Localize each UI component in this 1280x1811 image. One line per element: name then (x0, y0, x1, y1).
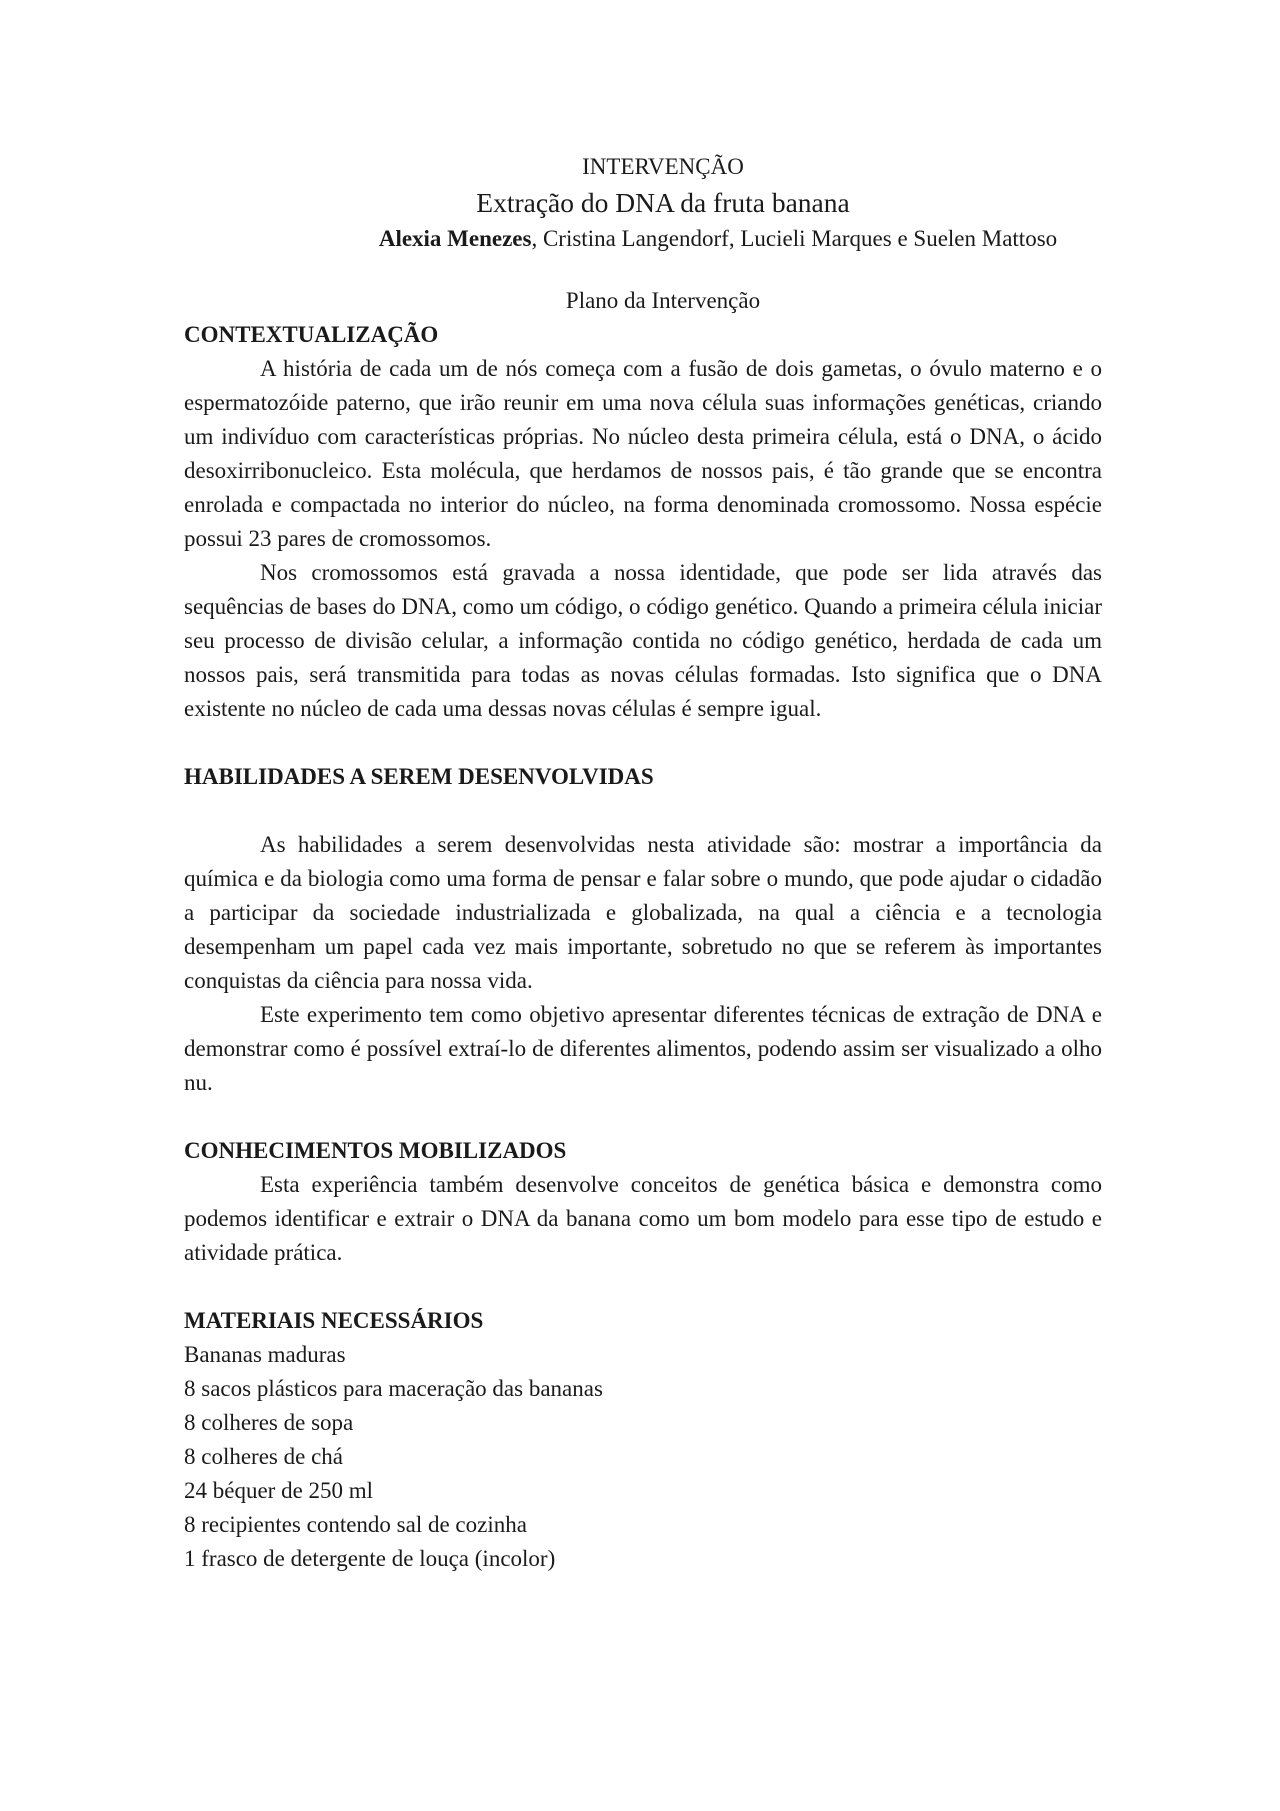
document-kicker: INTERVENÇÃO (582, 154, 744, 179)
list-item: Bananas maduras (184, 1342, 346, 1367)
paragraph: Esta experiência também desenvolve conceitos de genética básica e demonstra como podemos identificar e extrair o DNA da banana como um bom modelo para esse tipo de estudo e atividade prática. (184, 1172, 1102, 1265)
document-page (184, 150, 1102, 1576)
section-heading: CONTEXTUALIZAÇÃO (184, 322, 439, 347)
section-conhecimentos (184, 1134, 1102, 1270)
co-authors: , Cristina Langendorf, Lucieli Marques e Suelen Mattoso (531, 226, 1058, 251)
section-materiais (184, 1304, 1102, 1576)
list-item: 8 sacos plásticos para maceração das bananas (184, 1376, 603, 1401)
lead-author: Alexia Menezes (378, 226, 532, 251)
list-item: 8 colheres de sopa (184, 1410, 354, 1435)
paragraph: As habilidades a serem desenvolvidas nesta atividade são: mostrar a importância da química e da biologia como uma forma de pensar e falar sobre o mundo, que pode ajudar o cidadão a participar da sociedade industrializada e globalizada, na qual a ciência e a tecnologia desempenham um papel cada vez mais importante, sobretudo no que se referem às importantes conquistas da ciência para nossa vida. (184, 832, 1102, 993)
list-item: 8 colheres de chá (184, 1444, 344, 1469)
section-contextualizacao (184, 318, 1102, 726)
list-item: 8 recipientes contendo sal de cozinha (184, 1512, 527, 1537)
paragraph: Este experimento tem como objetivo apresentar diferentes técnicas de extração de DNA e demonstrar como é possível extraí-lo de diferentes alimentos, podendo assim ser visualizado a olho nu. (184, 1002, 1102, 1095)
plan-title: Plano da Intervenção (565, 288, 761, 313)
document-title: Extração do DNA da fruta banana (476, 187, 850, 218)
section-heading: HABILIDADES A SEREM DESENVOLVIDAS (184, 764, 654, 789)
paragraph: A história de cada um de nós começa com a fusão de dois gametas, o óvulo materno e o espermatozóide paterno, que irão reunir em uma nova célula suas informações genéticas, criando um indivíduo com características próprias. No núcleo desta primeira célula, está o DNA, o ácido desoxirribonucleico. Esta molécula, que herdamos de nossos pais, é tão grande que se encontra enrolada e compactada no interior do núcleo, na forma denominada cromossomo. Nossa espécie possui 23 pares de cromossomos. (184, 356, 1102, 551)
list-item: 24 béquer de 250 ml (184, 1478, 374, 1503)
materials-list (184, 1338, 1102, 1576)
section-habilidades (184, 760, 1102, 1100)
list-item: 1 frasco de detergente de louça (incolor) (184, 1546, 556, 1571)
authors-line (334, 222, 1102, 256)
paragraph: Nos cromossomos está gravada a nossa identidade, que pode ser lida através das sequências de bases do DNA, como um código, o código genético. Quando a primeira célula iniciar seu processo de divisão celular, a informação contida no código genético, herdada de cada um nossos pais, será transmitida para todas as novas células formadas. Isto significa que o DNA existente no núcleo de cada uma dessas novas células é sempre igual. (184, 560, 1102, 721)
section-heading: MATERIAIS NECESSÁRIOS (184, 1308, 484, 1333)
section-heading: CONHECIMENTOS MOBILIZADOS (184, 1138, 567, 1163)
